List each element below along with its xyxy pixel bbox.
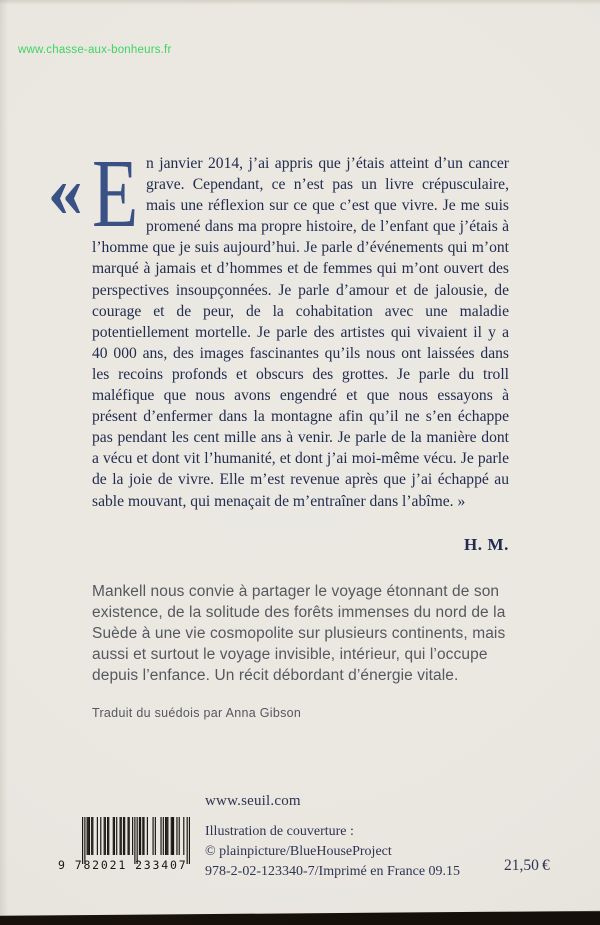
barcode-digits-group2: 233407 bbox=[135, 858, 188, 872]
barcode-digits-group1: 782021 bbox=[74, 858, 128, 872]
ean-barcode bbox=[58, 817, 196, 875]
dropcap-letter: E bbox=[92, 139, 139, 247]
barcode-digit-lead: 9 bbox=[58, 858, 67, 872]
barcode-digits bbox=[58, 858, 196, 872]
dropcap-spacer bbox=[92, 153, 146, 217]
cover-illustration-credit-source: © plainpicture/BlueHouseProject bbox=[205, 843, 392, 859]
publisher-blurb: Mankell nous convie à partager le voyage étonnant de son existence, de la solitude des forêts immenses du nord de la Suède à une vie cosmopolite sur plusieurs continents, mais aussi et surtout le voyage invisible, intérieur, qui l’occupe depuis l’enfance. Un récit débordant d’énergie vitale. bbox=[92, 583, 506, 685]
quote-text: n janvier 2014, j’ai appris que j’étais atteint d’un cancer grave. Cependant, ce n’est pas un livre crépusculaire, mais une réflexion sur ce que c’est que vivre. Je me suis promené dans ma propre histoire, de l’enfant que j’étais à l’homme que je suis aujourd’hui. Je parle d’événements qui m’ont marqué à jamais et d’hommes et de femmes qui m’ont ouvert des perspectives insoupçonnées. Je parle d’amour et de jalousie, de courage et de peur, de la cohabitation avec une maladie potentiellement mortelle. Je parle des artistes qui vivaient il y a 40 000 ans, des images fascinantes qu’ils nous ont laissées dans les recoins profonds et obscurs des grottes. Je parle du troll maléfique que nous avons engendré et que nous essayons à présent d’enfermer dans la montagne afin qu’il ne s’en échappe pas pendant les cent mille ans à venir. Je parle de la manière dont a vécu et dont vit l’humanité, et dont j’ai moi-même vécu. Je parle de la joie de vivre. Elle m’est revenue après que j’ai échappé au sable mouvant, qui menaçait de m’entraîner dans l’abîme. » bbox=[92, 155, 509, 510]
barcode-bars bbox=[82, 817, 190, 864]
publisher-website: www.seuil.com bbox=[205, 793, 301, 809]
translator-credit: Traduit du suédois par Anna Gibson bbox=[92, 706, 302, 720]
author-initials: H. M. bbox=[463, 535, 509, 554]
quote-paragraph bbox=[92, 139, 509, 512]
cover-illustration-credit-label: Illustration de couverture : bbox=[205, 824, 354, 839]
watermark-url: www.chasse-aux-bonheurs.fr bbox=[18, 44, 172, 56]
price: 21,50 € bbox=[504, 857, 550, 874]
opening-guillemet-mark: « bbox=[47, 148, 83, 233]
photo-bottom-edge bbox=[0, 909, 600, 925]
print-credits bbox=[205, 822, 460, 881]
isbn-print-line: 978-2-02-123340-7/Imprimé en France 09.15 bbox=[205, 863, 461, 879]
